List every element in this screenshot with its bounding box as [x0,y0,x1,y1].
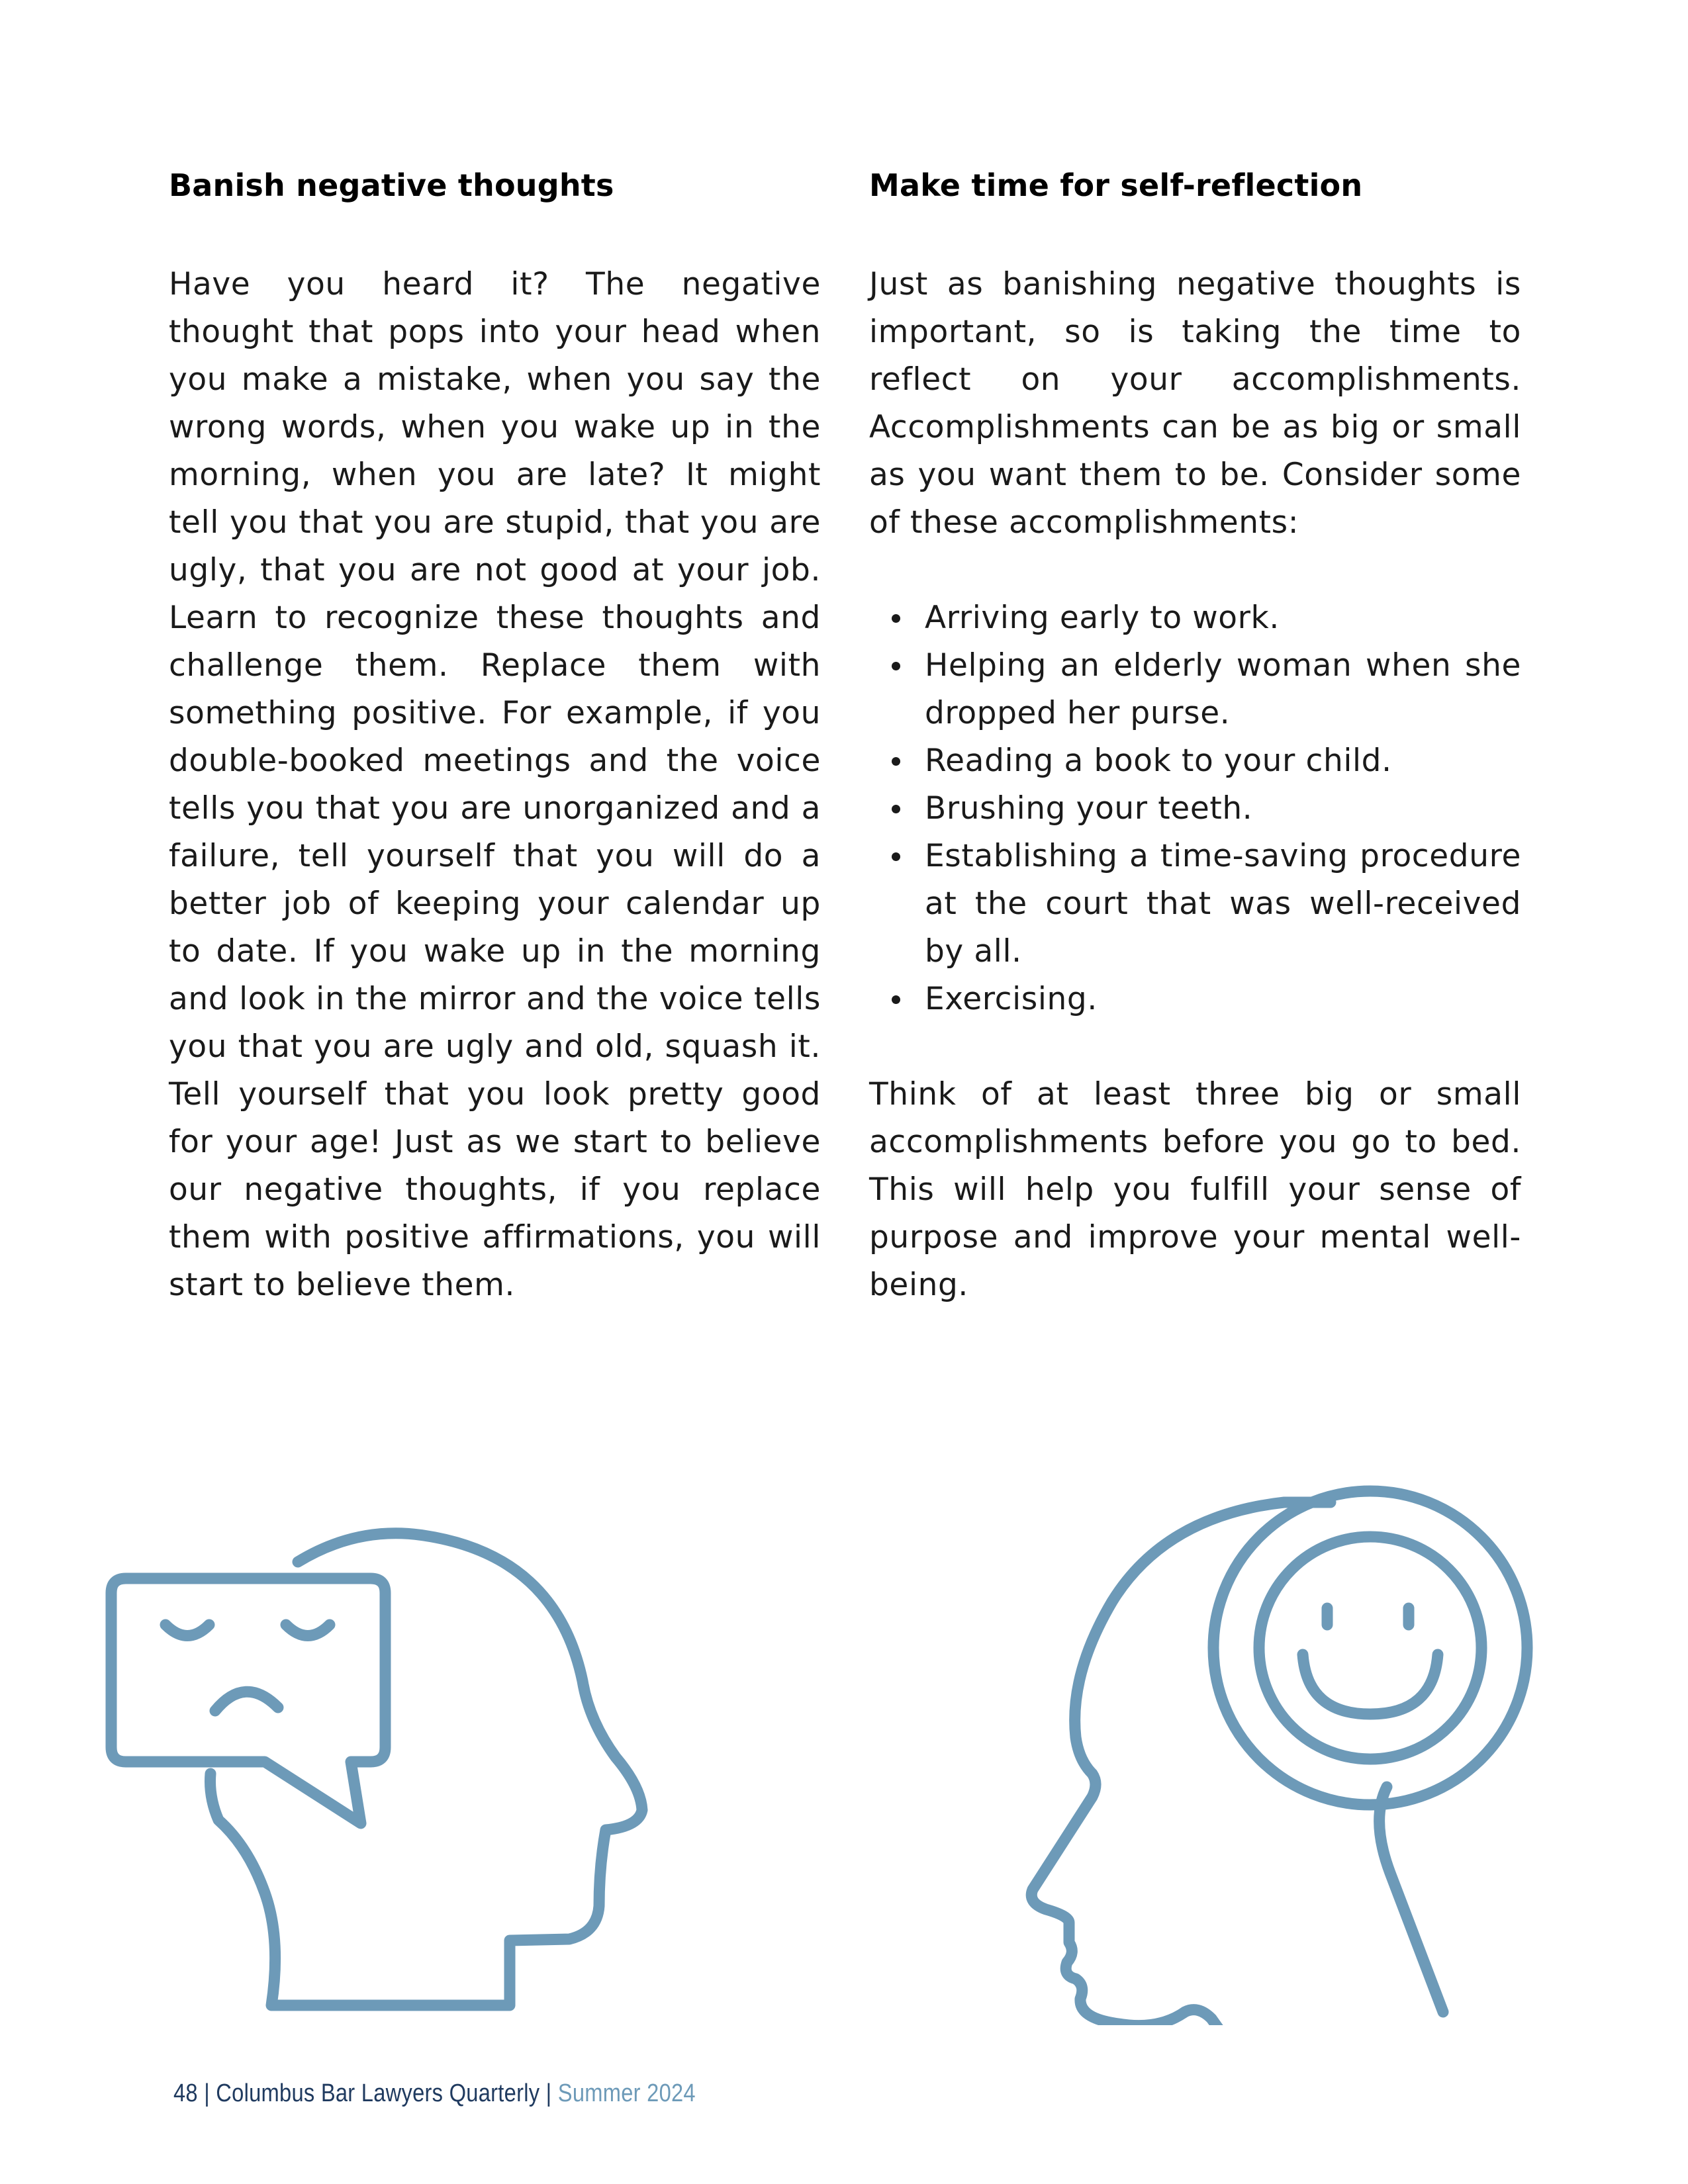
bullet-icon [892,757,900,766]
bullet-icon [892,995,900,1004]
bullet-icon [892,662,900,670]
footer-separator: | [545,2079,552,2107]
left-column [169,165,821,1309]
page-footer [173,2077,696,2110]
issue-label: Summer 2024 [557,2079,696,2107]
list-item: Reading a book to your child. [869,737,1521,785]
list-item: Arriving early to work. [869,594,1521,642]
footer-separator: | [204,2079,210,2107]
page-number: 48 [173,2079,198,2107]
self-reflection-closing: Think of at least three big or small accomplishments before you go to bed. This will help you fulfill your sense of purpose and improve your mental well-being. [869,1076,1521,1303]
section-heading-self-reflection: Make time for self-reflection [869,167,1363,203]
publication-name: Columbus Bar Lawyers Quarterly [216,2079,540,2107]
bullet-icon [892,614,900,623]
happy-mind-head-icon [1013,1482,1562,2025]
list-item: Exercising. [869,976,1521,1023]
sad-thought-head-icon [99,1516,655,2032]
list-item: Establishing a time-saving procedure at the court that was well-received by all. [869,833,1521,976]
bullet-icon [892,805,900,813]
right-column [869,165,1521,1309]
accomplishments-list [869,594,1521,1023]
self-reflection-intro: Just as banishing negative thoughts is important, so is taking the time to reflect on your accomplishments. Accomplishments can be as big or small as you want them to be. Consider some of these accomplishments: [869,266,1521,541]
list-item: Brushing your teeth. [869,785,1521,833]
negative-thoughts-body: Have you heard it? The negative thought that pops into your head when you make a mistake, when you say the wrong words, when you wake up in the morning, when you are late? It might tell you that you are stupid, that you are ugly, that you are not good at your job. Learn to recognize these thoughts and challenge them. Replace them with something positive. For example, if you double-booked meetings and the voice tells you that you are unorganized and a failure, tell yourself that you will do a better job of keeping your calendar up to date. If you wake up in the morning and look in the mirror and the voice tells you that you are ugly and old, squash it. Tell yourself that you look pretty good for your age! Just as we start to believe our negative thoughts, if you replace them with positive affirmations, you will start to believe them. [169,266,821,1303]
bullet-icon [892,852,900,861]
section-heading-negative-thoughts: Banish negative thoughts [169,167,614,203]
list-item: Helping an elderly woman when she dropped her purse. [869,642,1521,737]
